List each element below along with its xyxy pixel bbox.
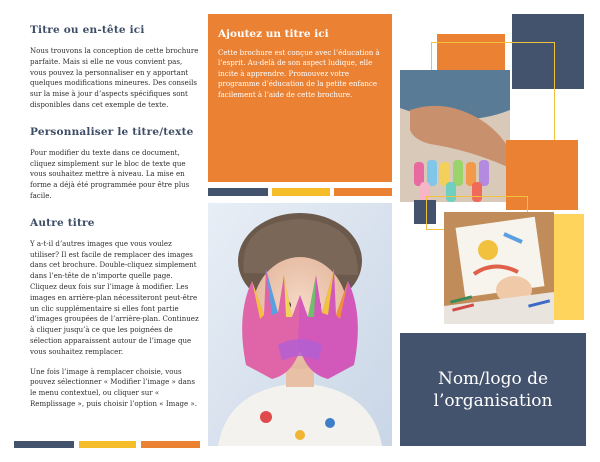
yellow-color-bar-middle xyxy=(272,188,330,196)
chalk-photo-illustration xyxy=(400,70,510,202)
left-text-column xyxy=(30,24,200,419)
panel-body[interactable]: Cette brochure est conçue avec l’éducation à l’esprit. Au-delà de son aspect ludique, elle incite à apprendre. Promouvez votre programme d’éducation de la petite enfance facilement à l’aide de cette brochure. xyxy=(218,48,380,99)
section-2-body[interactable]: Pour modifier du texte dans ce document, cliquez simplement sur le bloc de texte que vous souhaitez mettre à niveau. La mise en forme a déjà été programmée pour être plus facile. xyxy=(30,147,190,200)
orange-title-panel[interactable] xyxy=(208,14,392,182)
section-3-body-paragraph-2[interactable]: Une fois l’image à remplacer choisie, vous pouvez sélectionner « Modifier l’image » dans le menu contextuel, ou cliquer sur « Remplissage », puis choisir l’option « Image ». xyxy=(30,366,197,408)
org-name-line-1[interactable]: Nom/logo de xyxy=(437,368,549,389)
drawing-photo-illustration xyxy=(444,212,554,324)
navy-color-bar-middle xyxy=(208,188,268,196)
org-name-line-2[interactable]: l’organisation xyxy=(433,390,553,411)
organization-logo-box[interactable] xyxy=(400,333,586,446)
section-2-heading[interactable]: Personnaliser le titre/texte xyxy=(30,125,194,138)
drawing-photo[interactable] xyxy=(444,212,554,324)
navy-color-bar xyxy=(14,441,74,448)
section-1-body[interactable]: Nous trouvons la conception de cette brochure parfaite. Mais si elle ne vous convient pas, vous pouvez la personnaliser en y apportant quelques modifications mineures. Des conseils sur la mise à jour d’aspects spécifiques sont disponibles dans cet exemple de texte. xyxy=(30,46,199,109)
orange-color-bar xyxy=(141,441,200,448)
section-3-heading[interactable]: Autre titre xyxy=(30,216,95,229)
yellow-color-bar xyxy=(79,441,136,448)
section-1-heading[interactable]: Titre ou en-tête ici xyxy=(30,24,145,36)
child-photo-illustration xyxy=(208,203,392,446)
orange-color-bar-middle xyxy=(334,188,392,196)
chalk-photo[interactable] xyxy=(400,70,510,202)
panel-title[interactable]: Ajoutez un titre ici xyxy=(218,28,329,40)
section-3-body-paragraph-1[interactable]: Y a-t-il d’autres images que vous voulez utiliser? Il est facile de remplacer des images dans cet brochure. Double-cliquez simplement dans l’en-tête de n’importe quelle page. Cliquez deux fois sur l’image à modifier. Les images en arrière-plan nécessiteront peut-être un clic supplémentaire si elles font partie d’images groupées de l’arrière-plan. Continuez à cliquer jusqu’à ce que les poignées de sélection apparaissent autour de l’image que vous souhaitez remplacer. xyxy=(30,238,199,356)
child-painted-hands-photo[interactable] xyxy=(208,203,392,446)
